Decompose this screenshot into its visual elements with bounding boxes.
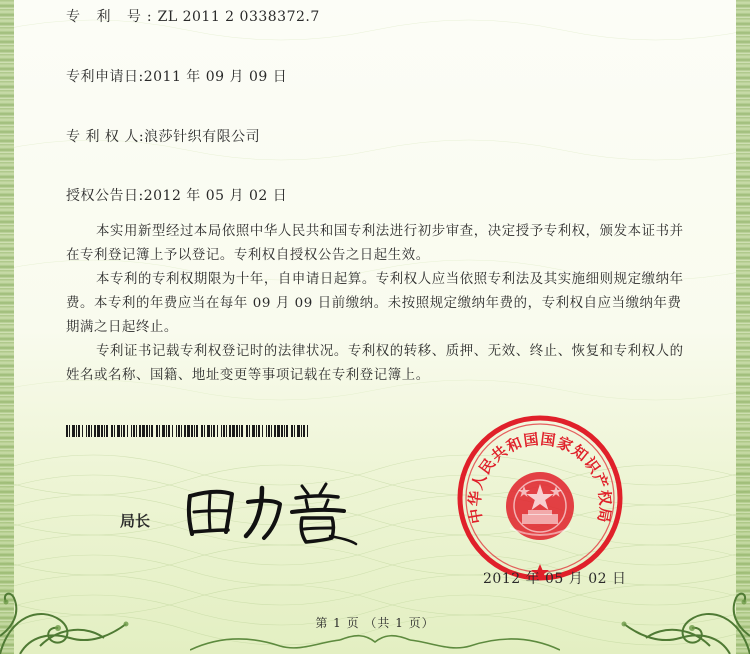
paragraph-term: 本专利的专利权期限为十年，自申请日起算。专利权人应当依照专利法及其实施细则规定缴纳年费。本专利的年费应当在每年 09 月 09 日前缴纳。未按照规定缴纳年费的，专利权自应当缴纳年费期满之日起终止。 (66, 272, 684, 335)
application-date-value: 2011 年 09 月 09 日 (143, 69, 288, 85)
barcode (66, 425, 312, 437)
grant-date-label: 授权公告日: (66, 188, 144, 204)
application-date-field (66, 66, 287, 86)
director-signature (180, 478, 360, 548)
national-emblem-icon (506, 472, 574, 540)
patentee-label: 专 利 权 人: (66, 129, 145, 145)
official-seal (456, 414, 624, 582)
seal-text: 中华人民共和国国家知识产权局 (465, 430, 615, 525)
patent-number-value: ZL 2011 2 0338372.7 (157, 9, 320, 25)
page-footer: 第 1 页 （共 1 页） (315, 616, 435, 630)
paragraph-grant: 本实用新型经过本局依照中华人民共和国专利法进行初步审查，决定授予专利权，颁发本证书并在专利登记簿上予以登记。专利权自授权公告之日起生效。 (66, 224, 684, 263)
director-label: 局长 (120, 512, 151, 530)
application-date-label: 专利申请日: (66, 69, 144, 85)
patent-number-label: 专 利 号: (66, 9, 158, 25)
grant-date-field (66, 185, 287, 205)
patentee-field (66, 126, 260, 146)
patent-number-field (66, 6, 320, 26)
right-border (736, 0, 750, 654)
patentee-value: 浪莎针织有限公司 (144, 129, 261, 145)
paragraph-legal-status: 专利证书记载专利权登记时的法律状况。专利权的转移、质押、无效、终止、恢复和专利权人的姓名或名称、国籍、地址变更等事项记载在专利登记簿上。 (66, 344, 684, 383)
left-border (0, 0, 14, 654)
seal-date: 2012 年 05 月 02 日 (483, 571, 627, 587)
grant-date-value: 2012 年 05 月 02 日 (143, 188, 288, 204)
bottom-ornament-icon (190, 630, 560, 654)
